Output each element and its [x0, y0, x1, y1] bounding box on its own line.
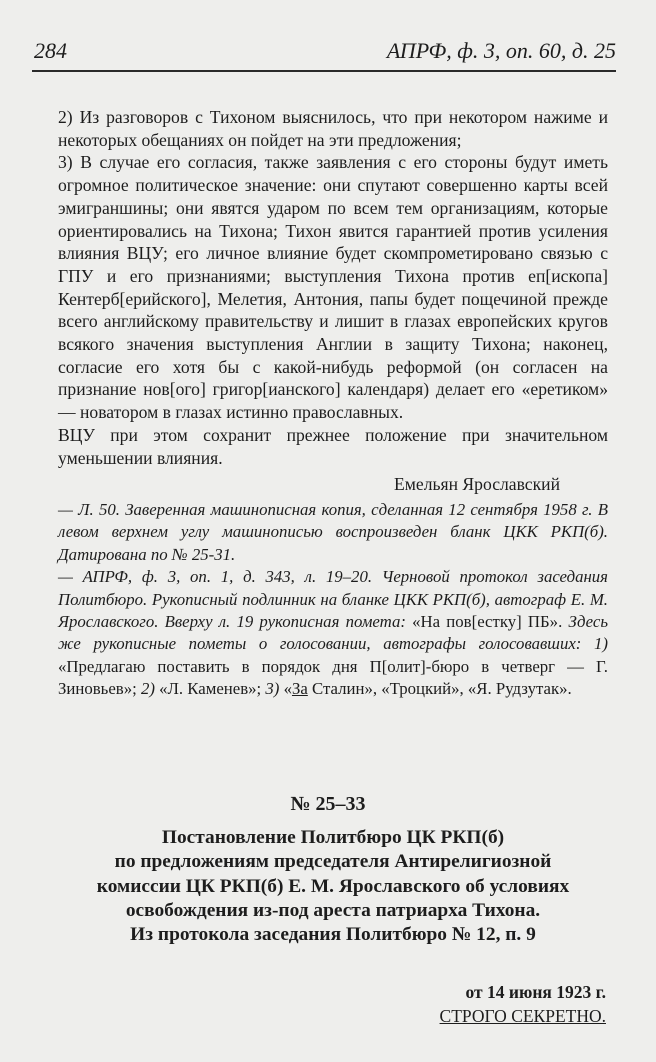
paragraph-point-2: 2) Из разговоров с Тихоном выяснилось, что при некотором нажиме и некоторых обещаниях он пойдет на эти предложения;	[58, 107, 608, 150]
archival-note-2	[58, 566, 608, 700]
note2-part-c: Здесь же рукописные пометы о голосовании, автографы голосовавших: 1)	[58, 611, 608, 654]
paragraph-vcu: ВЦУ при этом сохранит прежнее положение при значительном уменьшении влияния.	[58, 424, 608, 468]
note2-part-a: — АПРФ, ф. 3, оп. 1, д. 343, л. 19–20. Черновой протокол заседания Политбюро. Рукописный подлинник на бланке ЦКК РКП(б), автограф Е. М. Ярославского. Вверху л. 19 рукописная помета:	[58, 567, 608, 631]
note2-part-e: 2)	[136, 679, 160, 699]
body-text	[58, 106, 608, 701]
paragraph-point-3: 3) В случае его согласия, также заявления с его стороны будут иметь огромное политическое значение: они спутают совершенно карты всей эмиграншины; они явятся ударом по всем тем организациям, которые ориентировались на Тихона; Тихон явится гарантией против усиления влияния ВЦУ; его личное влияние будет скомпрометировано связью с ГПУ и его признаниями; выступления Тихона против еп[ископа] Кентерб[ерийского], Мелетия, Антония, папы будет пощечиной прежде всего английскому правительству и лишит в глазах европейских кругов всякого значения выступления Англии в защиту Тихона; наконец, согласие его хотя бы с какой-нибудь реформой (он согласен на признание нов[ого] григор[ианского] календаря) делает его «еретиком» — новатором в глазах истинно православных.	[58, 152, 608, 423]
signature: Емельян Ярославский	[394, 474, 560, 495]
classification-stamp: СТРОГО СЕКРЕТНО.	[439, 1006, 606, 1026]
note2-vote-3-rest: Сталин», «Троцкий», «Я. Рудзутак».	[307, 679, 572, 699]
header-divider	[32, 70, 616, 72]
page-header	[34, 38, 616, 64]
title-line: освобождения из-под ареста патриарха Тихона.	[125, 899, 541, 921]
note2-vote-1: «Предлагаю поставить в порядок дня П[олит]-бюро в четверг — Г. Зиновьев»;	[58, 656, 608, 699]
note2-vote-3-underlined: За	[291, 679, 308, 699]
archive-reference: АПРФ, ф. 3, оп. 60, д. 25	[386, 38, 616, 63]
page-number: 284	[34, 38, 67, 63]
note2-mark-quote: «На пов[естку] ПБ».	[412, 611, 563, 631]
document-number: № 25–33	[290, 793, 366, 815]
title-line: Из протокола заседания Политбюро № 12, п. 9	[130, 924, 536, 946]
document-title	[50, 826, 616, 947]
archival-note-1: — Л. 50. Заверенная машинописная копия, сделанная 12 сентября 1958 г. В левом верхнем углу машинописью воспроизведен бланк ЦКК РКП(б). Датирована по № 25-31.	[58, 499, 608, 564]
note2-part-g: 3)	[261, 679, 284, 699]
title-line: Постановление Политбюро ЦК РКП(б)	[161, 827, 505, 848]
title-line: по предложениям председателя Антирелигиозной	[114, 851, 552, 873]
note2-vote-2: «Л. Каменев»;	[159, 679, 262, 699]
note2-vote-3-open: «	[283, 679, 292, 699]
title-line: комиссии ЦК РКП(б) Е. М. Ярославского об условиях	[96, 875, 570, 897]
document-date: от 14 июня 1923 г.	[465, 982, 606, 1002]
